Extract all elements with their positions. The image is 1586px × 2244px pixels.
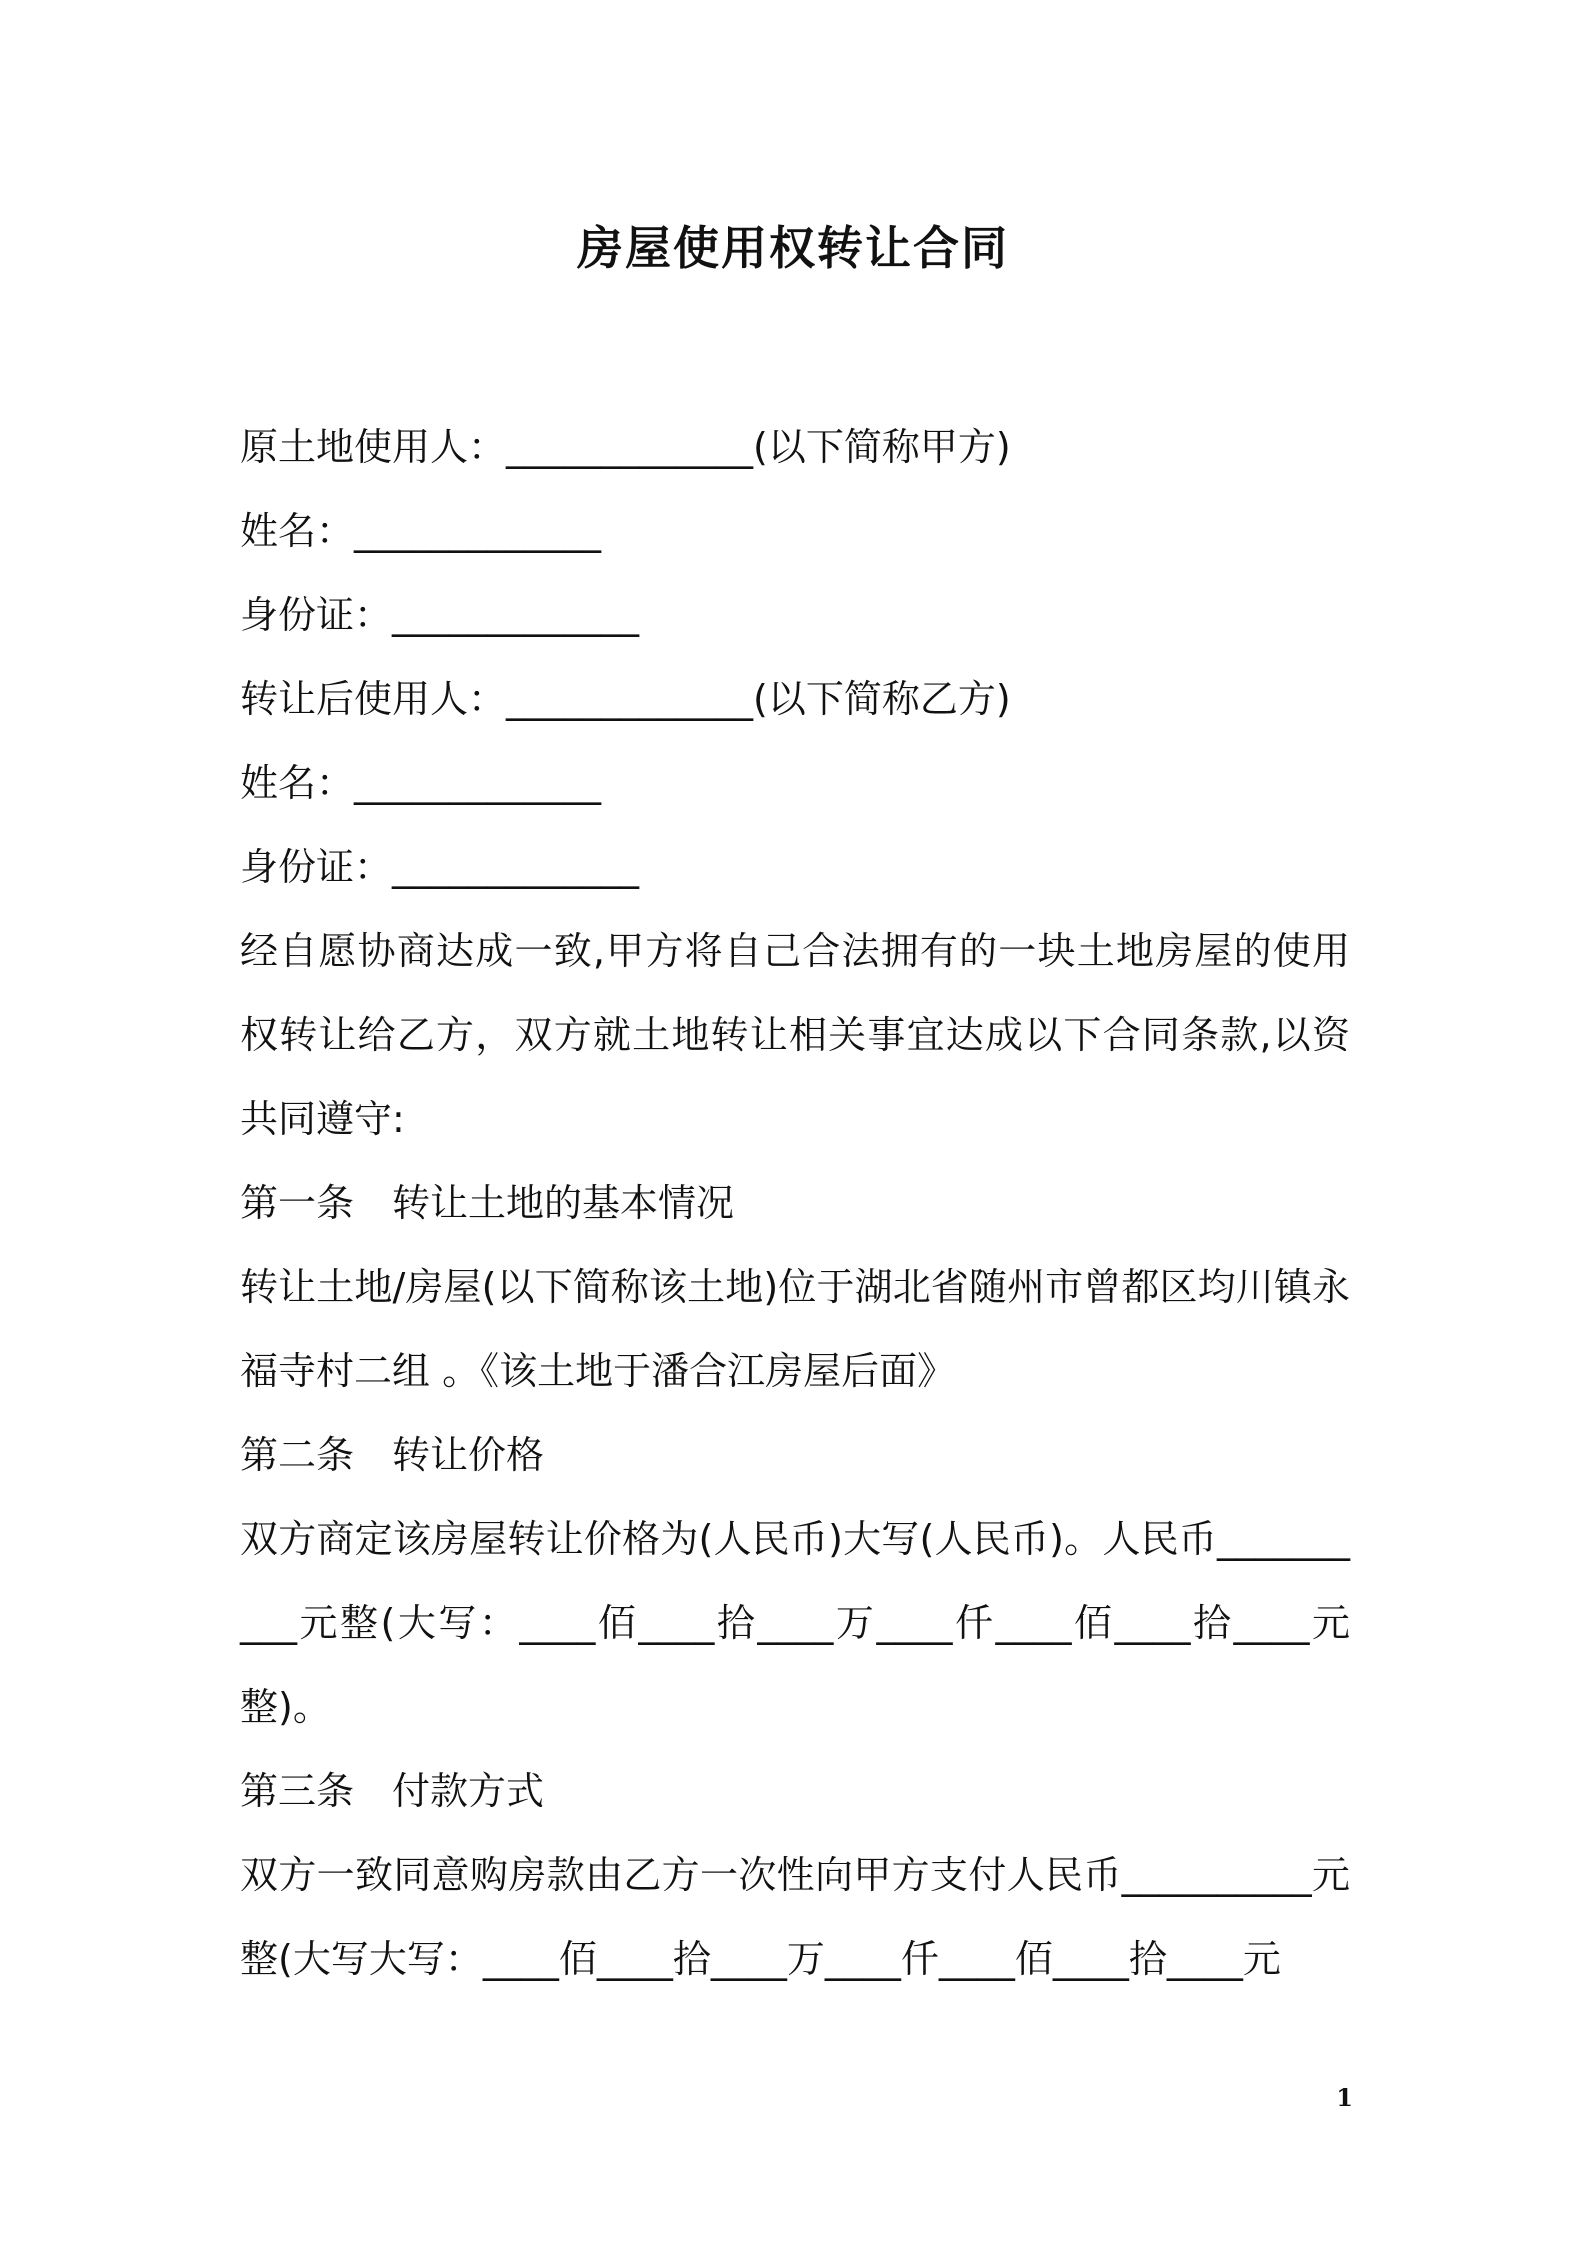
article-1-text: 转让土地/房屋(以下简称该土地)位于湖北省随州市曾都区均川镇永福寺村二组 。《该土地于潘合江房屋后面》 <box>240 1265 1350 1393</box>
page-number: 1 <box>1336 2083 1353 2112</box>
original-user-line: 原土地使用人：_____________(以下简称甲方) <box>240 425 1011 469</box>
party-a-name-line: 姓名：_____________ <box>240 509 602 553</box>
article-2-text: 双方商定该房屋转让价格为(人民币)大写(人民币)。人民币__________元整(大写：____佰____拾____万____仟____佰____拾____元整)。 <box>240 1517 1350 1729</box>
article-3-text: 双方一致同意购房款由乙方一次性向甲方支付人民币__________元整(大写大写：____佰____拾____万____仟____佰____拾____元 <box>240 1853 1350 1981</box>
party-b-id-line: 身份证：_____________ <box>240 845 640 889</box>
new-user-line: 转让后使用人：_____________(以下简称乙方) <box>240 677 1011 721</box>
article-3-heading: 第三条 付款方式 <box>240 1769 545 1813</box>
document-body <box>240 405 1350 2001</box>
party-b-name-line: 姓名：_____________ <box>240 761 602 805</box>
document-title: 房屋使用权转让合同 <box>577 221 1009 275</box>
party-a-id-line: 身份证：_____________ <box>240 593 640 637</box>
article-1-heading: 第一条 转让土地的基本情况 <box>240 1181 735 1225</box>
preamble-paragraph: 经自愿协商达成一致,甲方将自己合法拥有的一块土地房屋的使用权转让给乙方，双方就土地转让相关事宜达成以下合同条款,以资共同遵守: <box>240 929 1350 1141</box>
article-2-heading: 第二条 转让价格 <box>240 1433 545 1477</box>
